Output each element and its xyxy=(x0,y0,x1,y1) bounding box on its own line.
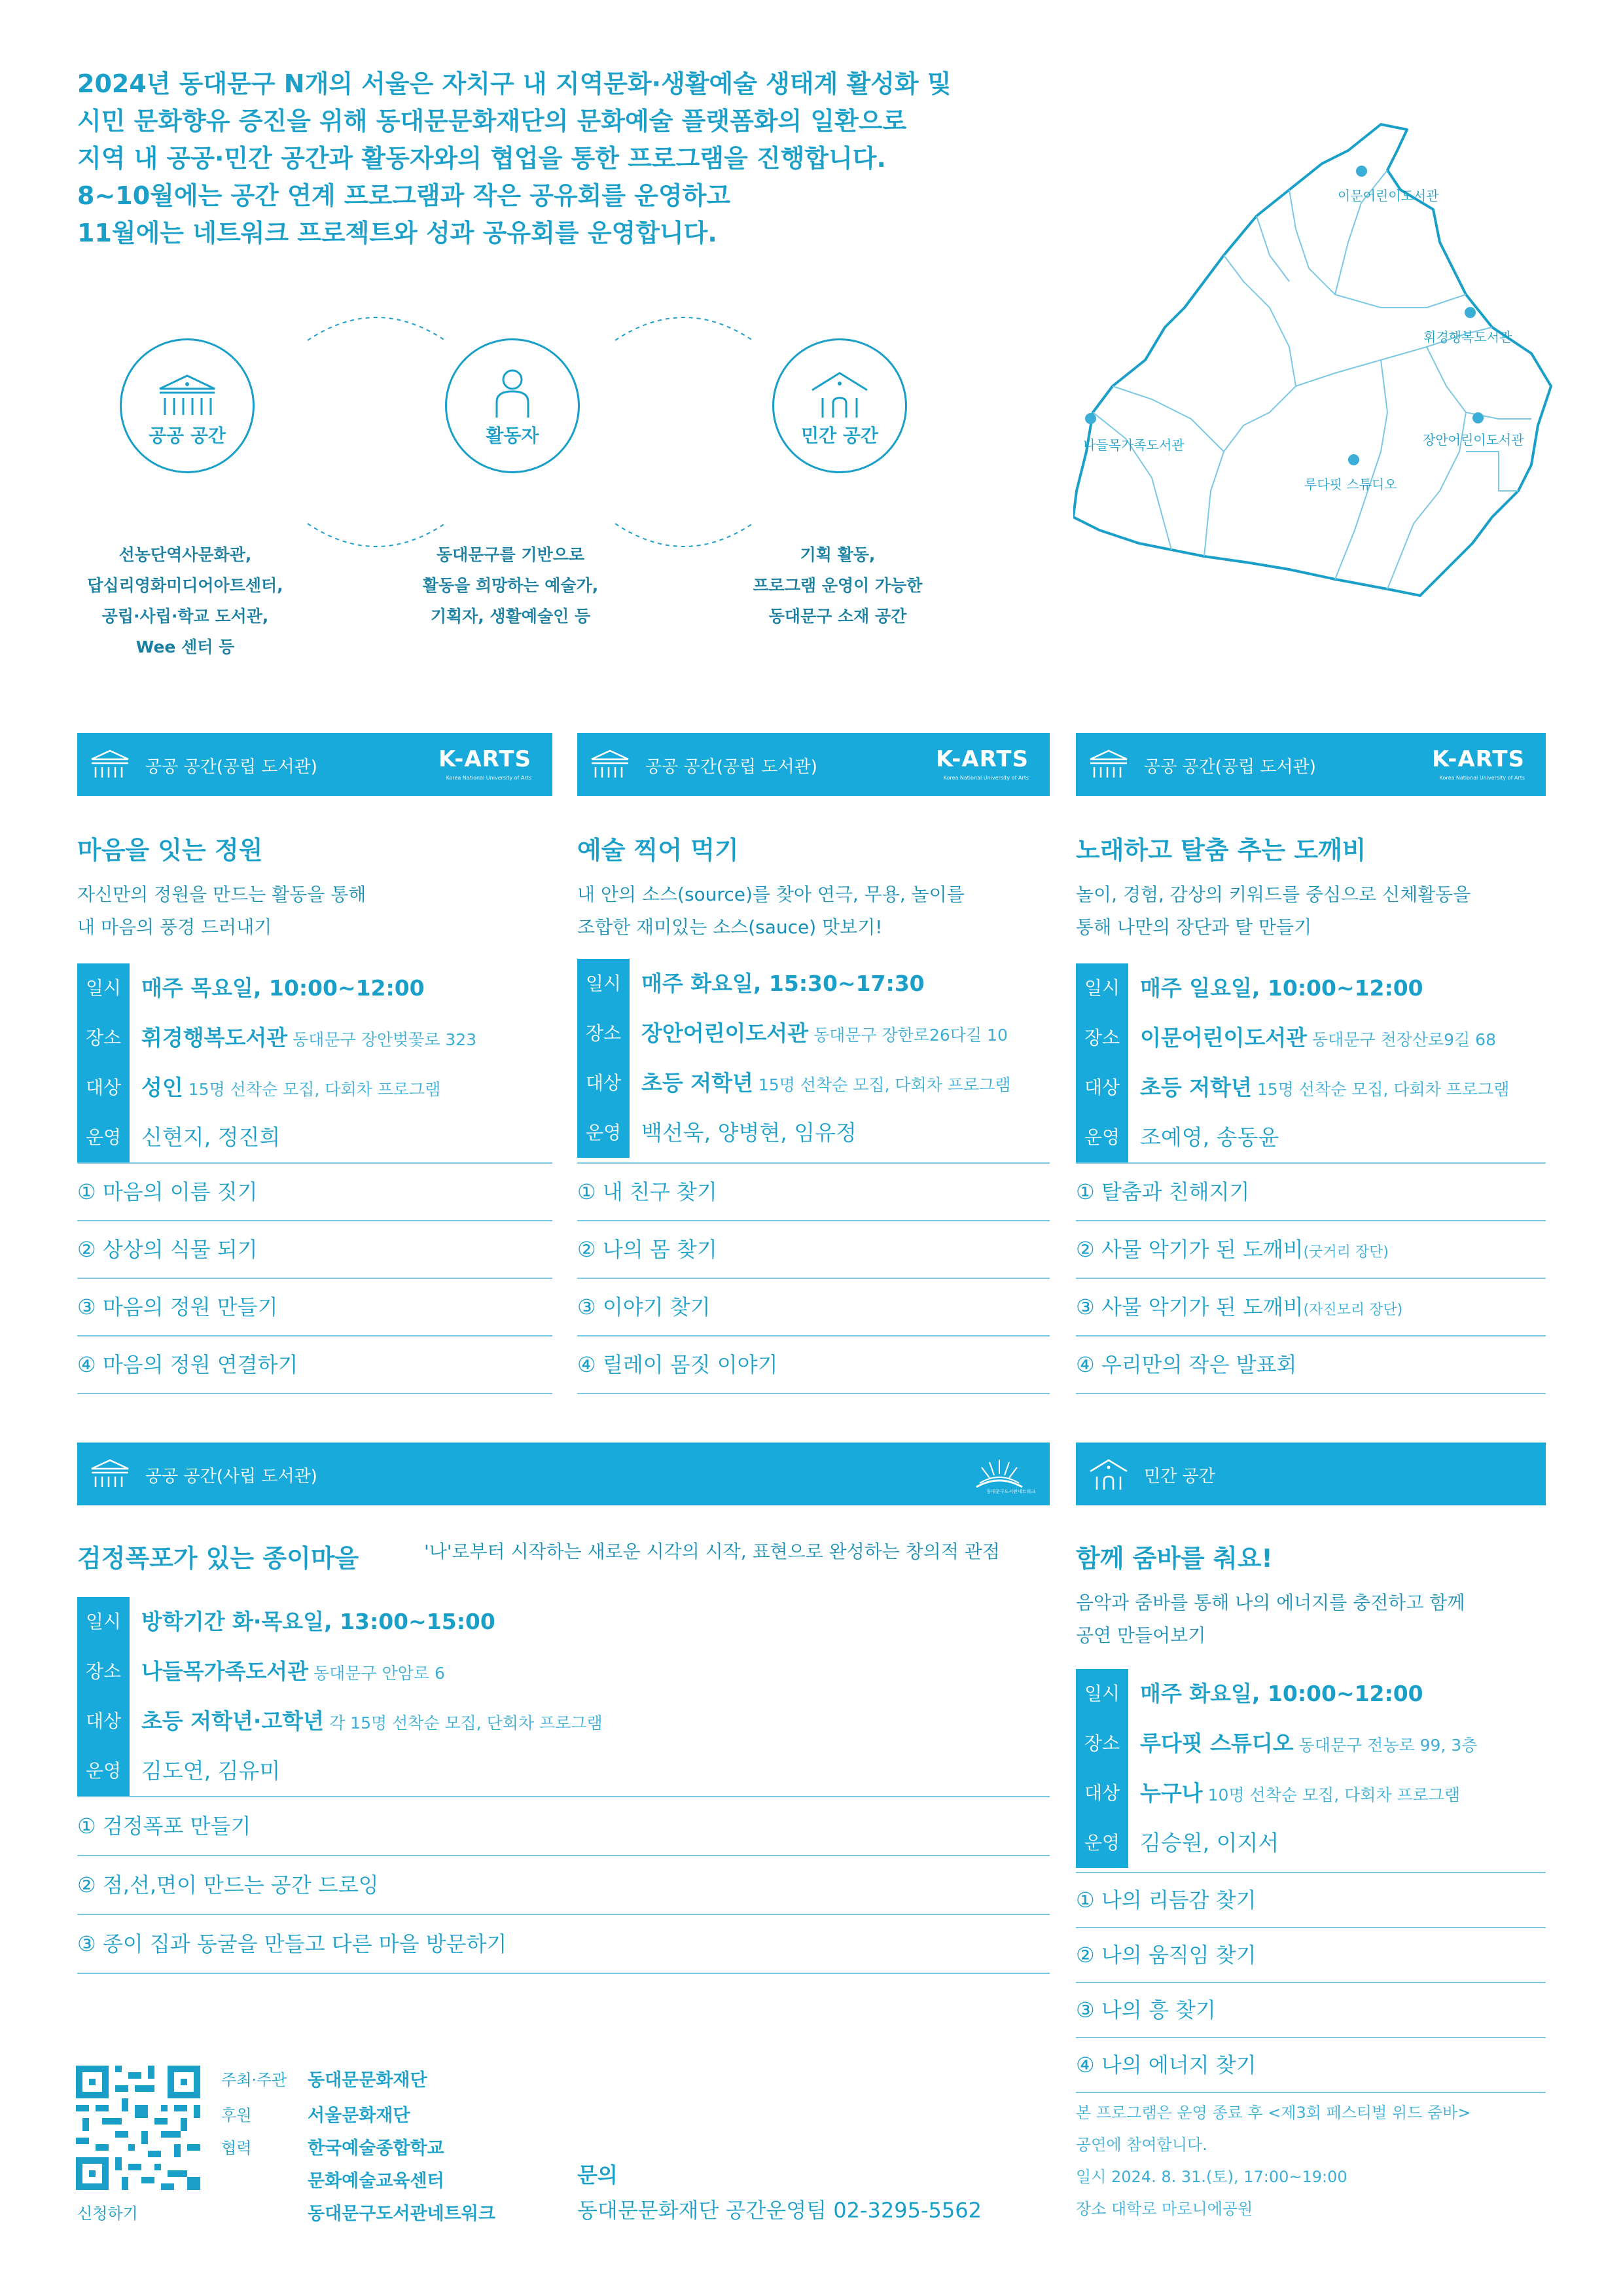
step-item xyxy=(1076,1873,1546,1928)
program-desc xyxy=(77,878,366,944)
info-sub: 15명 선착순 모집, 다회차 프로그램 xyxy=(1257,1080,1510,1099)
desc-line: 기획자, 생활예술인 등 xyxy=(430,607,591,626)
info-row-place xyxy=(577,1009,1050,1058)
info-value-text: 초등 저학년 xyxy=(1140,1075,1252,1100)
info-sub: 동대문구 천장산로9길 68 xyxy=(1312,1030,1496,1049)
info-tag: 대상 xyxy=(77,1696,130,1746)
step-item xyxy=(1076,1983,1546,2038)
step-text xyxy=(1076,1221,1389,1281)
info-tag: 장소 xyxy=(577,1009,630,1058)
house-icon xyxy=(808,369,871,420)
map-label-imun: 이문어린이도서관 xyxy=(1338,188,1439,204)
desc-line: 동대문구 소재 공간 xyxy=(768,607,907,626)
program-steps xyxy=(77,1162,552,1394)
circle-desc-private xyxy=(700,539,975,632)
step-item xyxy=(77,1915,1050,1974)
circle-desc-actor xyxy=(373,539,648,632)
info-value xyxy=(141,1746,280,1796)
step-item xyxy=(77,1797,1050,1856)
title-note-text: '나'로부터 시작하는 새로운 시각의 시작, 표현으로 완성하는 창의적 관점 xyxy=(424,1541,1000,1562)
step-text: ④ 나의 에너지 찾기 xyxy=(1076,2053,1257,2077)
map-dot-jangan xyxy=(1472,412,1484,423)
program-title: 함께 줌바를 춰요! xyxy=(1076,1544,1273,1573)
info-row-staff xyxy=(77,1113,552,1162)
desc-line: 동대문구를 기반으로 xyxy=(436,545,585,564)
step-text-main: ② 사물 악기가 된 도깨비 xyxy=(1076,1237,1304,1262)
contact-label: 문의 xyxy=(577,2162,618,2187)
info-value xyxy=(1140,1113,1279,1162)
desc-line: 음악과 줌바를 통해 나의 에너지를 충전하고 함께 xyxy=(1076,1592,1465,1613)
desc-line: 내 안의 소스(source)를 찾아 연극, 무용, 놀이를 xyxy=(577,884,965,905)
program-info xyxy=(577,959,1050,1158)
person-icon xyxy=(491,368,533,420)
program-desc xyxy=(1076,878,1471,944)
desc-line: 자신만의 정원을 만드는 활동을 통해 xyxy=(77,884,366,905)
qr-label: 신청하기 xyxy=(77,2204,138,2223)
info-tag: 일시 xyxy=(77,963,130,1013)
step-text xyxy=(1076,1279,1402,1338)
info-row-place xyxy=(1076,1013,1546,1063)
karts-logo-sub: Korea National University of Arts xyxy=(1439,775,1525,781)
info-value-text: 백선욱, 양병현, 임유정 xyxy=(641,1120,857,1145)
coop-value-2: 문화예술교육센터 xyxy=(308,2171,444,2191)
step-item xyxy=(577,1164,1050,1221)
step-text: ④ 릴레이 몸짓 이야기 xyxy=(577,1352,778,1377)
info-tag: 장소 xyxy=(1076,1013,1128,1063)
step-text-note: (굿거리 장단) xyxy=(1303,1244,1389,1261)
intro-line: 지역 내 공공·민간 공간과 활동자와의 협업을 통한 프로그램을 진행합니다. xyxy=(77,144,886,173)
desc-line: 프로그램 운영이 가능한 xyxy=(753,576,923,595)
karts-logo-sub: Korea National University of Arts xyxy=(943,775,1029,781)
public-building-icon xyxy=(589,749,631,780)
public-building-icon xyxy=(89,749,131,780)
step-item xyxy=(1076,1221,1546,1279)
circle-label: 민간 공간 xyxy=(801,425,878,446)
public-building-icon xyxy=(1088,749,1130,780)
info-sub: 동대문구 장한로26다길 10 xyxy=(813,1026,1008,1045)
section-header-title: 민간 공간 xyxy=(1144,1467,1215,1486)
info-tag: 운영 xyxy=(1076,1113,1128,1162)
info-value xyxy=(641,959,925,1009)
map-label-hwigyeong: 휘경행복도서관 xyxy=(1423,329,1512,345)
info-value-text: 나들목가족도서관 xyxy=(141,1659,309,1684)
info-value-text: 매주 일요일, 10:00~12:00 xyxy=(1140,975,1423,1001)
info-tag: 운영 xyxy=(1076,1818,1128,1868)
step-item xyxy=(577,1221,1050,1279)
circle-label: 공공 공간 xyxy=(149,425,226,446)
desc-line: 공연 만들어보기 xyxy=(1076,1624,1206,1646)
program-title-note xyxy=(424,1535,1000,1568)
step-item xyxy=(1076,1164,1546,1221)
info-value xyxy=(641,1009,1008,1060)
desc-line: 선농단역사문화관, xyxy=(118,545,252,564)
info-row-staff xyxy=(577,1108,1050,1158)
step-text: ① 검정폭포 만들기 xyxy=(77,1814,251,1839)
info-tag: 일시 xyxy=(1076,963,1128,1013)
info-value xyxy=(141,963,425,1013)
info-value xyxy=(1140,1669,1423,1719)
info-tag: 일시 xyxy=(577,959,630,1009)
program-note xyxy=(1076,2097,1471,2225)
desc-line: 통해 나만의 장단과 탈 만들기 xyxy=(1076,916,1312,938)
step-item xyxy=(77,1856,1050,1915)
info-value-text: 휘경행복도서관 xyxy=(141,1025,288,1050)
info-row-staff xyxy=(1076,1113,1546,1162)
public-building-icon xyxy=(156,373,219,419)
step-text-main: ③ 사물 악기가 된 도깨비 xyxy=(1076,1295,1304,1319)
info-tag: 장소 xyxy=(1076,1719,1128,1768)
library-network-logo-text: 동대문구도서관네트워크 xyxy=(986,1489,1035,1494)
info-value xyxy=(1140,1818,1279,1868)
host-value: 동대문문화재단 xyxy=(308,2070,427,2090)
info-row-date xyxy=(1076,963,1546,1013)
note-line: 공연에 참여합니다. xyxy=(1076,2136,1207,2154)
info-tag: 장소 xyxy=(77,1013,130,1063)
section-header-title: 공공 공간(공립 도서관) xyxy=(1144,757,1316,777)
public-building-icon xyxy=(89,1458,131,1490)
step-item xyxy=(77,1164,552,1221)
section-header-title: 공공 공간(공립 도서관) xyxy=(645,757,817,777)
circle-actor xyxy=(445,338,580,473)
section-header-title: 공공 공간(사립 도서관) xyxy=(145,1467,317,1486)
step-text: ① 마음의 이름 짓기 xyxy=(77,1179,258,1204)
step-item xyxy=(1076,1279,1546,1336)
info-sub: 동대문구 전농로 99, 3층 xyxy=(1298,1736,1478,1755)
program-steps xyxy=(577,1162,1050,1394)
coop-value-1: 한국예술종합학교 xyxy=(308,2138,444,2159)
host-label: 주최·주관 xyxy=(221,2071,287,2089)
support-label: 후원 xyxy=(221,2106,252,2125)
info-value xyxy=(141,1696,603,1748)
map-dot-rudafit xyxy=(1348,454,1359,465)
step-text: ② 상상의 식물 되기 xyxy=(77,1237,258,1262)
info-value-text: 매주 화요일, 10:00~12:00 xyxy=(1140,1681,1423,1706)
program-steps xyxy=(1076,1872,1546,2093)
info-tag: 대상 xyxy=(77,1063,130,1113)
info-value-text: 성인 xyxy=(141,1075,183,1100)
circle-label: 활동자 xyxy=(486,425,539,446)
map-label-rudafit: 루다핏 스튜디오 xyxy=(1304,476,1397,492)
info-value xyxy=(1140,1768,1460,1820)
program-info xyxy=(77,1597,1050,1796)
qr-code[interactable] xyxy=(76,2066,200,2190)
info-sub: 동대문구 안암로 6 xyxy=(313,1664,445,1683)
step-text xyxy=(1076,1164,1249,1220)
desc-line: 답십리영화미디어아트센터, xyxy=(87,576,283,595)
info-row-target xyxy=(1076,1063,1546,1113)
map-dot-imun xyxy=(1356,166,1367,177)
program-desc xyxy=(1076,1587,1465,1652)
step-item xyxy=(77,1279,552,1336)
info-value-text: 장안어린이도서관 xyxy=(641,1020,809,1046)
step-item xyxy=(577,1279,1050,1336)
info-tag: 운영 xyxy=(77,1113,130,1162)
info-tag: 운영 xyxy=(77,1746,130,1796)
step-text-main: ① 탈춤과 친해지기 xyxy=(1076,1179,1250,1204)
karts-logo: K-ARTS xyxy=(1431,746,1525,772)
map-dot-hwigyeong xyxy=(1465,307,1476,318)
step-text: ① 내 친구 찾기 xyxy=(577,1179,717,1204)
step-text-note: (자진모리 장단) xyxy=(1303,1302,1403,1318)
info-tag: 일시 xyxy=(77,1597,130,1647)
step-text: ② 나의 몸 찾기 xyxy=(577,1237,717,1262)
section-header-program-1 xyxy=(77,733,552,796)
note-line: 장소 대학로 마로니에공원 xyxy=(1076,2200,1253,2218)
step-item xyxy=(77,1336,552,1394)
info-value-text: 초등 저학년 xyxy=(641,1070,753,1096)
circle-public-space xyxy=(120,338,255,473)
info-row-target xyxy=(577,1058,1050,1108)
step-text: ③ 이야기 찾기 xyxy=(577,1295,711,1319)
district-map xyxy=(1073,111,1571,615)
info-value-text: 신현지, 정진희 xyxy=(141,1124,281,1150)
info-value xyxy=(1140,1063,1509,1115)
program-info xyxy=(1076,963,1546,1162)
circle-private-space xyxy=(772,338,907,473)
info-row-date xyxy=(577,959,1050,1009)
info-row-date xyxy=(77,963,552,1013)
info-value-text: 김도연, 김유미 xyxy=(141,1758,281,1784)
info-row-target xyxy=(1076,1768,1546,1818)
section-header-program-5 xyxy=(1076,1443,1546,1505)
info-tag: 장소 xyxy=(77,1647,130,1696)
desc-line: 놀이, 경험, 감상의 키워드를 중심으로 신체활동을 xyxy=(1076,884,1471,905)
desc-line: 기획 활동, xyxy=(800,545,876,564)
step-item xyxy=(77,1221,552,1279)
contact-value: 동대문문화재단 공간운영팀 02-3295-5562 xyxy=(577,2198,982,2223)
info-value-text: 매주 화요일, 15:30~17:30 xyxy=(641,971,925,996)
info-sub: 15명 선착순 모집, 다회차 프로그램 xyxy=(758,1075,1011,1094)
intro-line: 8~10월에는 공간 연계 프로그램과 작은 공유회를 운영하고 xyxy=(77,181,731,210)
info-value xyxy=(641,1058,1010,1110)
step-text xyxy=(1076,1336,1296,1393)
step-text: ② 나의 움직임 찾기 xyxy=(1076,1943,1257,1967)
info-row-staff xyxy=(77,1746,1050,1796)
info-value xyxy=(141,1013,476,1065)
program-title: 검정폭포가 있는 종이마을 xyxy=(77,1544,359,1573)
step-item xyxy=(1076,1336,1546,1394)
step-text: ③ 마음의 정원 만들기 xyxy=(77,1295,278,1319)
program-steps xyxy=(1076,1162,1546,1394)
info-value-text: 누구나 xyxy=(1140,1780,1203,1806)
intro-line: 11월에는 네트워크 프로젝트와 성과 공유회를 운영합니다. xyxy=(77,219,717,247)
program-title: 예술 찍어 먹기 xyxy=(577,836,739,865)
info-value-text: 김승원, 이지서 xyxy=(1140,1830,1279,1856)
note-line: 본 프로그램은 운영 종료 후 <제3회 페스티벌 위드 줌바> xyxy=(1076,2104,1471,2122)
program-steps xyxy=(77,1796,1050,1974)
karts-logo: K-ARTS xyxy=(438,746,531,772)
circle-desc-public xyxy=(48,539,323,662)
section-header-program-3 xyxy=(1076,733,1546,796)
info-value-text: 초등 저학년·고학년 xyxy=(141,1708,325,1734)
karts-logo: K-ARTS xyxy=(935,746,1029,772)
program-title: 노래하고 탈춤 추는 도깨비 xyxy=(1076,836,1366,865)
section-header-title: 공공 공간(공립 도서관) xyxy=(145,757,317,777)
info-row-staff xyxy=(1076,1818,1546,1868)
support-value: 서울문화재단 xyxy=(308,2106,410,2126)
info-value-text: 매주 목요일, 10:00~12:00 xyxy=(141,975,425,1001)
step-text: ① 나의 리듬감 찾기 xyxy=(1076,1888,1257,1912)
info-row-target xyxy=(77,1063,552,1113)
info-value xyxy=(141,1647,445,1698)
map-dot-nadeulmok xyxy=(1085,413,1096,424)
info-value-text: 조예영, 송동윤 xyxy=(1140,1124,1279,1150)
info-tag: 운영 xyxy=(577,1108,630,1158)
program-desc xyxy=(577,878,965,944)
desc-line: 조합한 재미있는 소스(sauce) 맛보기! xyxy=(577,916,883,938)
info-sub: 10명 선착순 모집, 다회차 프로그램 xyxy=(1207,1785,1461,1804)
step-item xyxy=(1076,1928,1546,1983)
info-value-text: 루다핏 스튜디오 xyxy=(1140,1731,1294,1756)
info-row-place xyxy=(77,1647,1050,1696)
step-text-main: ④ 우리만의 작은 발표회 xyxy=(1076,1352,1297,1377)
desc-line: Wee 센터 등 xyxy=(135,637,235,656)
desc-line: 내 마음의 풍경 드러내기 xyxy=(77,916,272,938)
info-row-date xyxy=(1076,1669,1546,1719)
info-tag: 일시 xyxy=(1076,1669,1128,1719)
program-info xyxy=(77,963,552,1162)
intro-text xyxy=(77,65,1059,252)
info-tag: 대상 xyxy=(577,1058,630,1108)
info-value xyxy=(1140,963,1423,1013)
info-value-text: 이문어린이도서관 xyxy=(1140,1025,1308,1050)
step-item xyxy=(577,1336,1050,1394)
coop-label: 협력 xyxy=(221,2139,252,2157)
info-sub: 동대문구 장안벚꽃로 323 xyxy=(293,1030,477,1049)
info-row-place xyxy=(1076,1719,1546,1768)
info-value xyxy=(141,1063,440,1115)
note-line: 일시 2024. 8. 31.(토), 17:00~19:00 xyxy=(1076,2168,1347,2186)
coop-value-3: 동대문구도서관네트워크 xyxy=(308,2204,495,2224)
info-sub: 15명 선착순 모집, 다회차 프로그램 xyxy=(188,1080,441,1099)
step-text: ③ 나의 흥 찾기 xyxy=(1076,1998,1216,2022)
karts-logo-sub: Korea National University of Arts xyxy=(446,775,531,781)
step-item xyxy=(1076,2038,1546,2093)
info-row-target xyxy=(77,1696,1050,1746)
intro-line: 시민 문화향유 증진을 위해 동대문문화재단의 문화예술 플랫폼화의 일환으로 xyxy=(77,107,907,135)
info-row-place xyxy=(77,1013,552,1063)
info-tag: 대상 xyxy=(1076,1768,1128,1818)
map-label-jangan: 장안어린이도서관 xyxy=(1423,432,1524,448)
step-text: ③ 종이 집과 동굴을 만들고 다른 마을 방문하기 xyxy=(77,1931,507,1956)
info-value xyxy=(1140,1013,1496,1065)
section-header-program-2 xyxy=(577,733,1050,796)
step-text: ② 점,선,면이 만드는 공간 드로잉 xyxy=(77,1873,379,1897)
info-value xyxy=(1140,1719,1477,1770)
map-label-nadeulmok: 나들목가족도서관 xyxy=(1083,437,1185,453)
program-info xyxy=(1076,1669,1546,1868)
section-header-program-4 xyxy=(77,1443,1050,1505)
intro-line: 2024년 동대문구 N개의 서울은 자치구 내 지역문화·생활예술 생태계 활성화 및 xyxy=(77,69,952,98)
desc-line: 활동을 희망하는 예술가, xyxy=(422,576,599,595)
info-row-date xyxy=(77,1597,1050,1647)
info-value-text: 방학기간 화·목요일, 13:00~15:00 xyxy=(141,1609,495,1634)
house-icon xyxy=(1088,1458,1130,1492)
desc-line: 공립·사립·학교 도서관, xyxy=(101,607,269,626)
info-value xyxy=(141,1597,495,1647)
info-value xyxy=(141,1113,280,1162)
info-sub: 각 15명 선착순 모집, 단회차 프로그램 xyxy=(329,1713,603,1732)
program-title: 마음을 잇는 정원 xyxy=(77,836,263,865)
info-tag: 대상 xyxy=(1076,1063,1128,1113)
info-value xyxy=(641,1108,857,1158)
step-text: ④ 마음의 정원 연결하기 xyxy=(77,1352,298,1377)
